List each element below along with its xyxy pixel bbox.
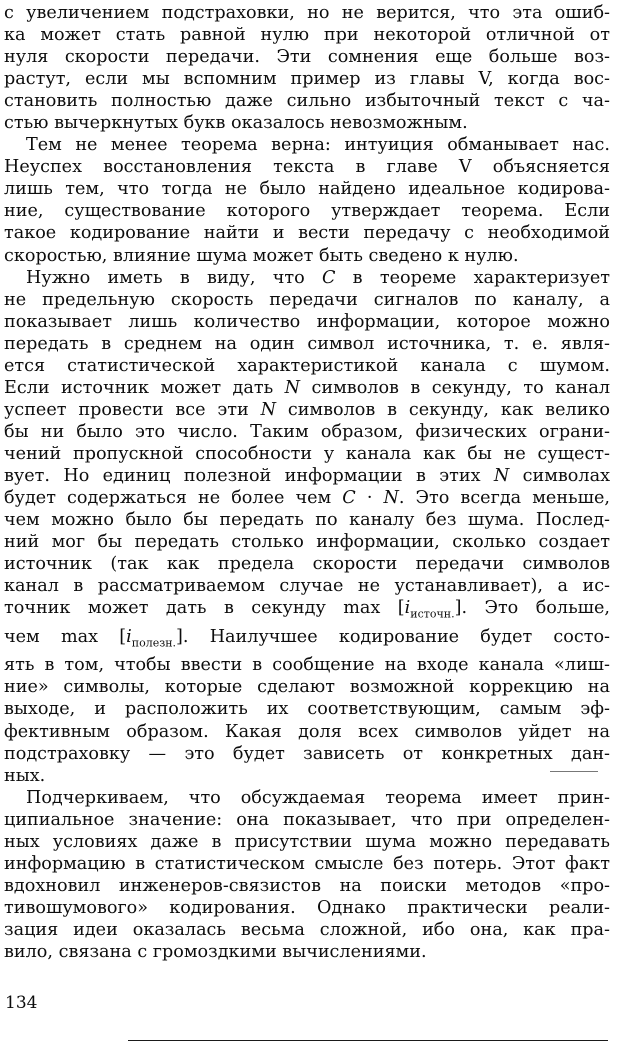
text-line: Если источник может дать N символов в секунду, то канал <box>4 377 611 398</box>
page-number: 134 <box>5 993 38 1013</box>
text-line: Нужно иметь в виду, что C в теореме характеризует <box>26 267 610 288</box>
text-line: ний мог бы передать столько информации, сколько создает <box>4 532 610 553</box>
text-line: ние» символы, которые сделают возможной коррекцию на <box>4 677 610 698</box>
footer-rule <box>128 1040 608 1041</box>
text-line: ка может стать равной нулю при некоторой отличной от <box>4 25 610 46</box>
text-line: вует. Но единиц полезной информации в этих N символах <box>4 465 610 486</box>
text-line: точник может дать в секунду $\max [i_{источн.}]$. Это больше, <box>4 598 611 621</box>
text-line: лишь тем, что тогда не было найдено идеальное кодирова- <box>4 179 610 200</box>
text-line: становить полностью даже сильно избыточный текст с ча- <box>4 91 610 112</box>
text-line: ять в том, чтобы ввести в сообщение на входе канала «лиш- <box>4 655 610 676</box>
text-line: ципиальное значение: она показывает, что при определен- <box>4 809 610 830</box>
text-line: канал в рассматриваемом случае не устанавливает), а ис- <box>4 576 610 597</box>
text-line: ется статистической характеристикой канала с шумом. <box>4 355 610 376</box>
text-line: выходе, и расположить их соответствующим, самым эф- <box>4 699 610 720</box>
text-line: передать в среднем на один символ источника, т. е. явля- <box>4 333 610 354</box>
paragraph <box>4 787 610 963</box>
text-line: чений пропускной способности у канала как бы не сущест- <box>4 443 610 464</box>
text-line: подстраховку — это будет зависеть от конкретных дан- <box>4 743 610 764</box>
text-line: не предельную скорость передачи сигналов по каналу, а <box>4 289 610 310</box>
text-line: скоростью, влияние шума может быть сведено к нулю. <box>4 245 519 266</box>
text-line: информацию в статистическом смысле без потерь. Этот факт <box>4 853 610 874</box>
text-line: показывает лишь количество информации, которое можно <box>4 311 610 332</box>
text-line: такое кодирование найти и вести передачу с необходимой <box>4 223 610 244</box>
text-line: ных условиях даже в присутствии шума можно передавать <box>4 831 610 852</box>
text-line: бы ни было это число. Таким образом, физических ограни- <box>4 421 610 442</box>
text-line: чем $\max [i_{полезн.}]$. Наилучшее кодирование будет состо- <box>4 626 611 650</box>
text-line: Тем не менее теорема верна: интуиция обманывает нас. <box>26 135 610 156</box>
text-line: чем можно было бы передать по каналу без шума. Послед- <box>4 510 610 531</box>
text-line: Неуспех восстановления текста в главе V объясняется <box>4 157 610 178</box>
print-artifact-dash <box>550 771 598 772</box>
text-line: источник (так как предела скорости передачи символов <box>4 554 610 575</box>
text-line: ных. <box>4 765 46 786</box>
text-line: нуля скорости передачи. Эти сомнения еще больше воз- <box>4 47 610 68</box>
text-line: будет содержаться не более чем C · N. Это всегда меньше, <box>4 488 610 509</box>
paragraph <box>4 134 610 266</box>
text-line: ние, существование которого утверждает теорема. Если <box>4 201 610 222</box>
body-text <box>4 2 610 963</box>
text-line: вило, связана с громоздкими вычислениями. <box>4 942 427 962</box>
text-line: Подчеркиваем, что обсуждаемая теорема имеет прин- <box>26 787 610 808</box>
text-line: растут, если мы вспомним пример из главы V, когда вос- <box>4 69 610 90</box>
text-line: успеет провести все эти N символов в секунду, как велико <box>4 399 610 420</box>
text-line: зация идеи оказалась весьма сложной, ибо она, как пра- <box>4 919 610 940</box>
text-line: вдохновил инженеров-связистов на поиски методов «про- <box>4 875 610 896</box>
text-line: с увеличением подстраховки, но не верится, что эта ошиб- <box>4 3 610 23</box>
paragraph <box>4 267 610 787</box>
paragraph <box>4 2 610 134</box>
text-line: тивошумового» кодирования. Однако практически реали- <box>4 897 610 918</box>
text-line: стью вычеркнутых букв оказалось невозможным. <box>4 113 468 134</box>
text-line: фективным образом. Какая доля всех символов уйдет на <box>4 721 610 742</box>
